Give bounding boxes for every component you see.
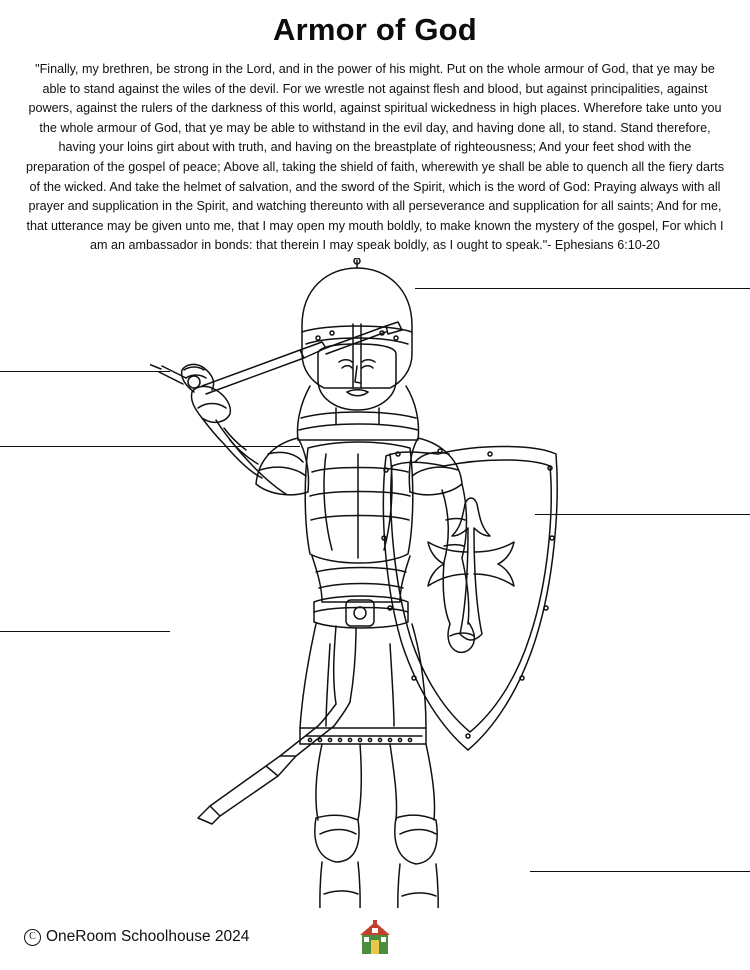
belt-label-line (0, 631, 170, 632)
pauldrons (256, 438, 462, 495)
page-title: Armor of God (273, 12, 477, 47)
scripture-passage: "Finally, my brethren, be strong in the Lord, and in the power of his might. Put on the whole armour of God, that ye may be able to stand against the wiles of the devil. For we wrestle not against flesh and blood, but against principalities, against powers, against the rulers of the darkness of this world, against spiritual wickedness in high places. Wherefore take unto you the whole armour of God, that ye may be able to withstand in the evil day, and having done all, to stand. Stand therefore, having your loins girt about with truth, and having on the breastplate of righteousness; And your feet shod with the preparation of the gospel of peace; Above all, taking the shield of faith, wherewith ye shall be able to quench all the fiery darts of the wicked. And take the helmet of salvation, and the sword of the Spirit, which is the word of God: Praying always with all prayer and supplication in the Spirit, and watching thereunto with all perseverance and supplication for all saints; And for me, that utterance may be given unto me, that I may open my mouth boldly, to make known the mystery of the gospel, For which I am an ambassador in bonds: that therein I may speak boldly, as I ought to speak."- Ephesians 6:10-20 (26, 62, 724, 253)
sword-label-line (0, 371, 170, 372)
copyright-credit (24, 928, 249, 946)
schoolhouse-logo-icon (358, 918, 392, 956)
shield-of-faith (382, 447, 557, 751)
copyright-icon: C (24, 929, 41, 946)
chainmail-coif (298, 386, 419, 440)
breastplate (305, 442, 413, 563)
legs-greaves (308, 744, 440, 908)
shield-arm (442, 484, 474, 652)
credit-text: OneRoom Schoolhouse 2024 (46, 928, 250, 945)
helmet-group (302, 258, 412, 424)
sword-of-the-spirit (150, 322, 402, 394)
belt-dagger (198, 702, 350, 824)
illustration-area (0, 258, 750, 908)
knight-illustration (150, 258, 600, 908)
